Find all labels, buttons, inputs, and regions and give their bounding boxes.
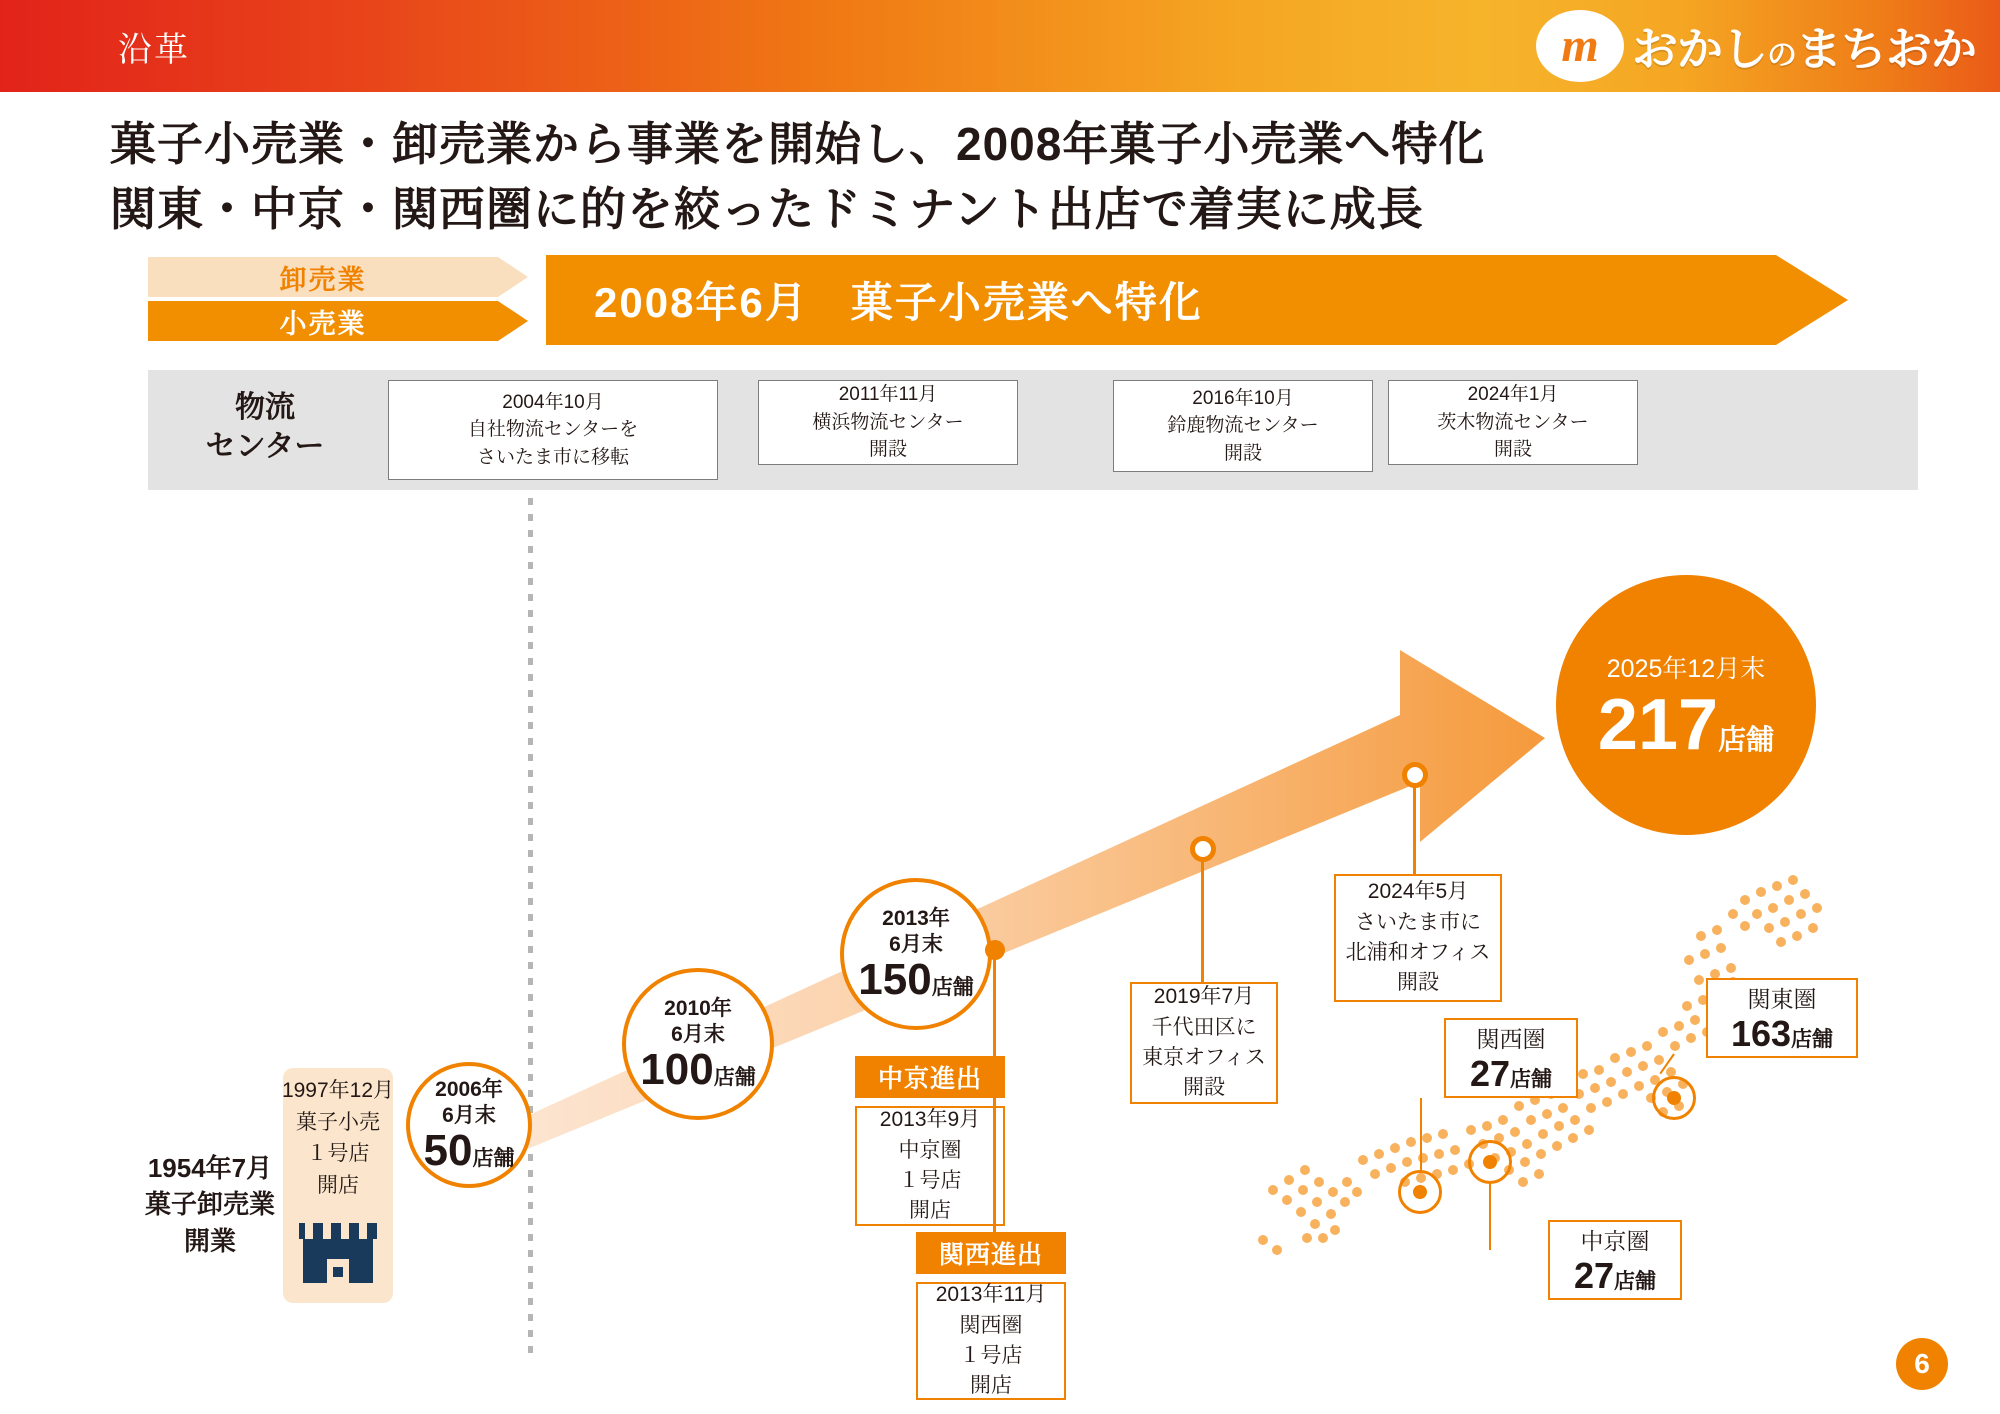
tokyo-office-node xyxy=(1190,836,1216,862)
milestone-2013-year-line2: 6月末 xyxy=(889,933,943,956)
retail-label: 小売業 xyxy=(279,308,367,339)
region-chukyo-value: 27 xyxy=(1573,1254,1615,1296)
chukyo-region-leader xyxy=(1489,1182,1491,1250)
map-ring-kanto xyxy=(1652,1076,1696,1120)
chukyo-line-4: 開店 xyxy=(909,1199,951,1223)
region-chukyo-unit: 店舗 xyxy=(1614,1269,1657,1293)
kitaurawa-office-node xyxy=(1402,762,1428,788)
milestone-2010-year-line2: 6月末 xyxy=(671,1023,725,1046)
kansai-expansion-callout xyxy=(916,1282,1066,1400)
specialization-text: 菓子小売業へ特化 xyxy=(850,279,1203,326)
final-value: 217 xyxy=(1597,685,1719,765)
slide-header xyxy=(0,0,2000,92)
kansai-line-4: 開店 xyxy=(970,1374,1012,1398)
chukyo-expansion-tag: 中京進出 xyxy=(855,1056,1005,1098)
final-store-count-circle xyxy=(1556,575,1816,835)
logistics-item-1 xyxy=(388,380,718,480)
region-box-kanto xyxy=(1706,978,1858,1058)
founding-line-2: 菓子卸売業 xyxy=(144,1189,275,1220)
kansai-line-3: １号店 xyxy=(959,1344,1023,1367)
logo-badge-icon xyxy=(1536,10,1624,82)
logistics-item-3-date: 2016年10月 xyxy=(1192,387,1294,409)
wholesale-label: 卸売業 xyxy=(279,264,367,295)
first-store-line-4: 開店 xyxy=(317,1173,359,1197)
kansai-region-leader xyxy=(1420,1098,1422,1172)
milestone-2010-value: 100 xyxy=(640,1045,714,1095)
final-unit: 店舗 xyxy=(1718,724,1775,755)
tokyo-office-line-3: 東京オフィス xyxy=(1142,1046,1266,1069)
region-box-chukyo xyxy=(1548,1220,1682,1300)
headline-line-2: 関東・中京・関西圏に的を絞ったドミナント出店で着実に成長 xyxy=(110,183,1424,236)
region-kanto-value: 163 xyxy=(1730,1012,1792,1054)
region-chukyo-name: 中京圏 xyxy=(1580,1228,1650,1254)
tokyo-office-leader-line xyxy=(1201,860,1204,984)
milestone-2006-year-line1: 2006年 xyxy=(435,1077,503,1101)
first-store-label xyxy=(272,1075,404,1201)
tokyo-office-line-1: 2019年7月 xyxy=(1153,985,1255,1009)
milestone-2010-unit: 店舗 xyxy=(713,1066,756,1090)
region-kanto-name: 関東圏 xyxy=(1747,986,1817,1012)
wholesale-arrow xyxy=(148,255,538,299)
tokyo-office-line-2: 千代田区に xyxy=(1151,1015,1257,1039)
first-store-line-2: 菓子小売 xyxy=(296,1110,380,1134)
chukyo-line-1: 2013年9月 xyxy=(879,1108,981,1132)
headline-line-1: 菓子小売業・卸売業から事業を開始し、2008年菓子小売業へ特化 xyxy=(110,118,1486,170)
logistics-item-2 xyxy=(758,380,1018,465)
first-store-line-1: 1997年12月 xyxy=(281,1079,395,1102)
logistics-band xyxy=(148,370,1918,490)
logo-text-part1: おかし xyxy=(1632,23,1767,75)
page-title: 沿革 xyxy=(118,31,190,69)
logistics-item-2-date: 2011年11月 xyxy=(838,384,938,406)
milestone-2013-value: 150 xyxy=(858,955,932,1005)
logo-text-no: の xyxy=(1767,39,1796,72)
page-number-badge: 6 xyxy=(1896,1338,1948,1390)
specialization-date: 2008年6月 xyxy=(594,279,809,326)
specialization-arrow xyxy=(546,255,1848,345)
kitaurawa-office-line-3: 北浦和オフィス xyxy=(1345,941,1491,964)
business-band-left xyxy=(148,255,538,345)
logistics-item-1-date: 2004年10月 xyxy=(502,391,604,413)
chukyo-leader-line xyxy=(993,950,996,1070)
founding-line-1: 1954年7月 xyxy=(147,1153,273,1183)
milestone-circle-2010 xyxy=(622,968,774,1120)
specialization-arrow-head-icon xyxy=(1776,255,1848,345)
kansai-line-1: 2013年11月 xyxy=(935,1283,1047,1307)
wholesale-arrow-tip-icon xyxy=(498,257,528,297)
logistics-item-2-line-2: 開設 xyxy=(868,439,907,461)
specialization-arrow-text xyxy=(546,255,1776,345)
milestone-2006-unit: 店舗 xyxy=(472,1147,515,1171)
kansai-expansion-tag: 関西進出 xyxy=(916,1232,1066,1274)
region-kanto-unit: 店舗 xyxy=(1791,1027,1834,1051)
founding-line-3: 開業 xyxy=(183,1225,236,1256)
milestone-2013-unit: 店舗 xyxy=(931,976,974,1000)
region-box-kansai xyxy=(1444,1018,1578,1098)
kansai-line-2: 関西圏 xyxy=(959,1313,1023,1337)
logistics-item-2-line-1: 横浜物流センター xyxy=(812,411,964,433)
kitaurawa-office-line-2: さいたま市に xyxy=(1355,910,1481,934)
headline xyxy=(110,112,1810,243)
logo-wordmark xyxy=(1632,13,1976,79)
kitaurawa-office-line-1: 2024年5月 xyxy=(1367,880,1469,904)
logistics-title-line-1: 物流 xyxy=(235,391,295,424)
chukyo-line-2: 中京圏 xyxy=(898,1138,962,1162)
logistics-item-1-line-1: 自社物流センターを xyxy=(467,419,639,441)
company-logo xyxy=(1506,6,1976,86)
logistics-item-3-line-1: 鈴鹿物流センター xyxy=(1167,415,1319,437)
logistics-item-4 xyxy=(1388,380,1638,465)
logistics-item-4-date: 2024年1月 xyxy=(1467,384,1559,406)
chukyo-expansion-callout xyxy=(855,1106,1005,1226)
region-kansai-unit: 店舗 xyxy=(1510,1067,1553,1091)
logistics-title xyxy=(170,388,360,466)
region-kansai-name: 関西圏 xyxy=(1476,1026,1546,1052)
region-kansai-value: 27 xyxy=(1469,1052,1511,1094)
chukyo-line-3: １号店 xyxy=(898,1169,962,1192)
milestone-2010-year-line1: 2010年 xyxy=(664,996,732,1020)
map-ring-chukyo xyxy=(1468,1140,1512,1184)
business-band xyxy=(148,255,1848,345)
milestone-circle-2006 xyxy=(406,1062,532,1188)
tokyo-office-line-4: 開設 xyxy=(1183,1076,1225,1100)
logistics-item-4-line-1: 茨木物流センター xyxy=(1437,411,1589,433)
kansai-leader-line xyxy=(993,1070,996,1232)
logistics-item-3 xyxy=(1113,380,1373,472)
map-ring-kansai xyxy=(1398,1170,1442,1214)
logistics-item-1-line-2: さいたま市に移転 xyxy=(476,446,629,468)
logo-mark-letter: m xyxy=(1561,19,1599,72)
logistics-item-4-line-2: 開設 xyxy=(1493,439,1532,461)
milestone-2006-value: 50 xyxy=(423,1126,473,1176)
logistics-item-3-line-2: 開設 xyxy=(1223,442,1262,464)
shop-icon xyxy=(297,1215,379,1287)
milestone-2013-year-line1: 2013年 xyxy=(882,906,950,930)
milestone-2006-year-line2: 6月末 xyxy=(442,1104,496,1127)
logo-text-part2: まちおか xyxy=(1796,23,1976,75)
final-date: 2025年12月末 xyxy=(1606,655,1766,683)
logistics-title-line-2: センター xyxy=(205,430,325,463)
kitaurawa-office-line-4: 開設 xyxy=(1397,971,1439,995)
milestone-circle-2013 xyxy=(840,878,992,1030)
retail-arrow xyxy=(148,299,538,343)
first-store-line-3: １号店 xyxy=(306,1142,370,1165)
retail-arrow-tip-icon xyxy=(498,301,528,341)
